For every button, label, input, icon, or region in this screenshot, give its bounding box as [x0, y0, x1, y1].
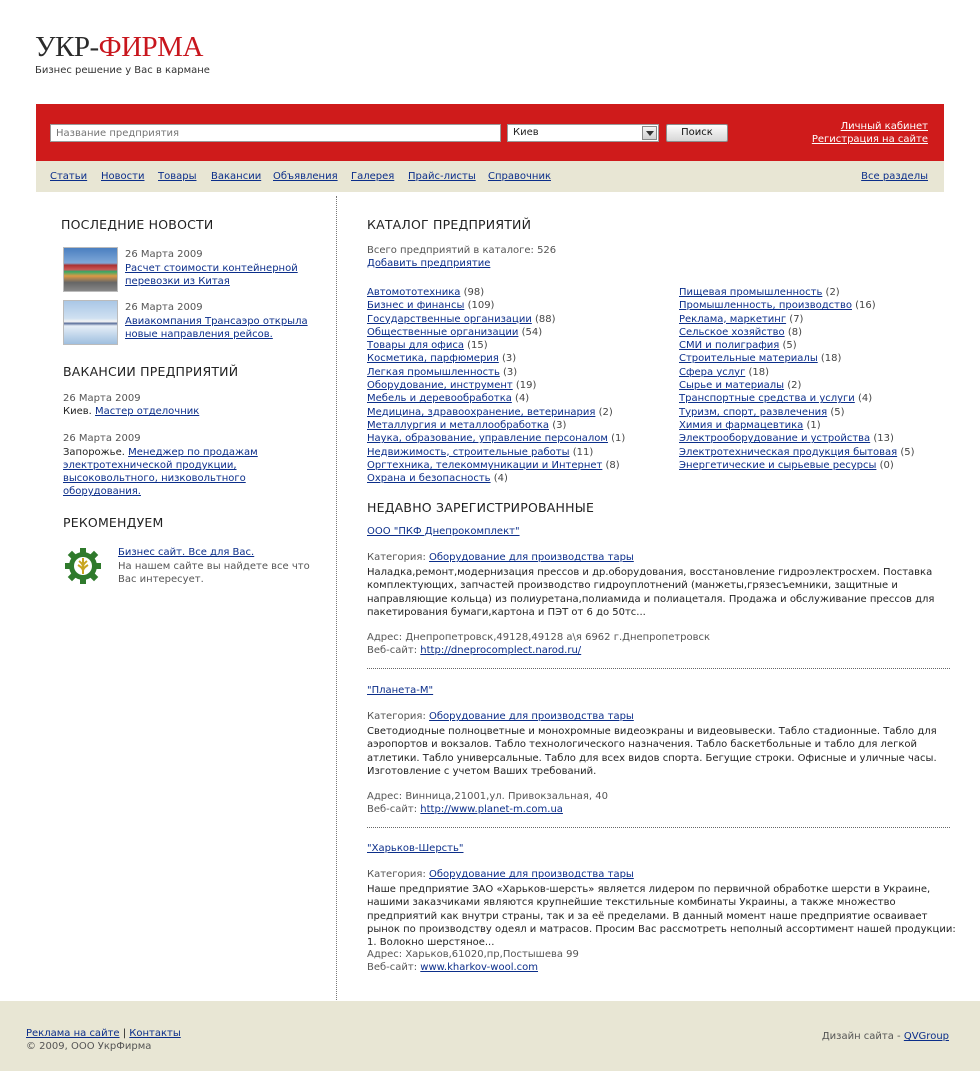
city-select[interactable]: [507, 124, 659, 142]
catalog-category-link[interactable]: Общественные организации: [367, 326, 519, 338]
gear-logo-icon[interactable]: [63, 545, 103, 585]
catalog-category-count: (4): [493, 473, 508, 485]
news-thumbnail-airplane[interactable]: [63, 300, 118, 345]
company-description: Наше предприятие ЗАО «Харьков-шерсть» является лидером по первичной обработке шерсти в Украине, нашими заказчиками являются крупнейшие текстильные комбинаты Украины, а также множество предприятий как внутри страны, так и за её пределами. В данный момент наше предприятие осваивает рынок по производству одеял и матрасов. Просим Вас рассмотреть неполный ассортимент нашей продукции: 1. Волокно шерстяное...: [367, 884, 956, 949]
separator: [367, 827, 950, 828]
recent-heading: НЕДАВНО ЗАРЕГИСТРИРОВАННЫЕ: [367, 500, 595, 515]
catalog-category-count: (4): [515, 393, 530, 405]
city-select-value: Киев: [513, 127, 539, 138]
catalog-category-link[interactable]: Туризм, спорт, развлечения: [679, 406, 828, 418]
website-label: Веб-сайт:: [367, 645, 418, 656]
catalog-category-item: [679, 352, 915, 365]
company-category: [367, 552, 634, 563]
category-label: Категория:: [367, 869, 426, 880]
address-label: Адрес:: [367, 949, 403, 960]
catalog-category-link[interactable]: Оргтехника, телекоммуникации и Интернет: [367, 459, 603, 471]
recommend-heading: РЕКОМЕНДУЕМ: [63, 515, 164, 530]
recommend-text: На нашем сайте вы найдете все что Вас интересует.: [118, 561, 310, 585]
catalog-category-link[interactable]: Реклама, маркетинг: [679, 313, 787, 325]
category-label: Категория:: [367, 711, 426, 722]
catalog-category-count: (2): [598, 406, 613, 418]
news-thumbnail-containers[interactable]: [63, 247, 118, 292]
catalog-category-item: [367, 299, 625, 312]
catalog-category-item: [367, 459, 625, 472]
catalog-category-count: (8): [787, 326, 802, 338]
nav-vacancies[interactable]: Вакансии: [211, 171, 262, 182]
nav-gallery[interactable]: Галерея: [351, 171, 395, 182]
catalog-category-link[interactable]: Химия и фармацевтика: [679, 419, 804, 431]
company-website: [367, 645, 581, 656]
company-name-link[interactable]: ООО "ПКФ Днепрокомплект": [367, 526, 520, 537]
catalog-category-link[interactable]: Государственные организации: [367, 313, 532, 325]
vacancy-link[interactable]: Мастер отделочник: [95, 406, 200, 417]
separator: [367, 668, 950, 669]
company-category: [367, 869, 634, 880]
catalog-category-link[interactable]: Металлургия и металлообработка: [367, 419, 549, 431]
catalog-category-count: (18): [748, 366, 770, 378]
logo-part1: УКР-: [35, 31, 99, 63]
address-value: Винница,21001,ул. Привокзальная, 40: [405, 791, 608, 802]
catalog-category-item: [367, 472, 625, 485]
catalog-category-link[interactable]: СМИ и полиграфия: [679, 340, 780, 352]
company-description: Наладка,ремонт,модернизация прессов и др.оборудования, восстановление гидроэлектросхем. Поставка комплектующих, запчастей производство гидроуплотнений (манжеты,грязесъемники, защитные и направляющие кольца) из полиуретана,полиамида и полиацеталя. Продажа и обслуживание прессов для пакетирования бумаги,картона и ПЭТ от 6 до 50тс...: [367, 567, 935, 618]
footer-copyright: © 2009, ООО УкрФирма: [26, 1041, 152, 1052]
search-button[interactable]: Поиск: [666, 124, 728, 142]
nav-all-sections[interactable]: Все разделы: [861, 171, 928, 182]
website-link[interactable]: http://www.planet-m.com.ua: [420, 804, 563, 815]
catalog-category-link[interactable]: Медицина, здравоохранение, ветеринария: [367, 406, 596, 418]
category-label: Категория:: [367, 552, 426, 563]
catalog-category-link[interactable]: Мебель и деревообработка: [367, 393, 512, 405]
news-link[interactable]: Авиакомпания Трансаэро открыла новые направления рейсов.: [125, 316, 308, 340]
footer-separator: |: [122, 1028, 127, 1039]
site-slogan: Бизнес решение у Вас в кармане: [35, 65, 210, 76]
catalog-category-link[interactable]: Товары для офиса: [367, 340, 464, 352]
catalog-heading: КАТАЛОГ ПРЕДПРИЯТИЙ: [367, 217, 532, 232]
design-label: Дизайн сайта -: [821, 1031, 901, 1042]
account-links: [812, 120, 928, 146]
recommend-link[interactable]: Бизнес сайт. Все для Вас.: [118, 547, 255, 558]
catalog-list-left: [367, 286, 625, 485]
company-name-link[interactable]: "Харьков-Шерсть": [367, 843, 464, 854]
company-search-input[interactable]: [50, 124, 501, 142]
nav-articles[interactable]: Статьи: [50, 171, 88, 182]
catalog-category-link[interactable]: Автомототехника: [367, 287, 461, 298]
catalog-category-count: (5): [900, 446, 915, 458]
catalog-category-count: (1): [806, 419, 821, 431]
catalog-category-link[interactable]: Промышленность, производство: [679, 300, 852, 312]
catalog-category-count: (19): [515, 380, 537, 392]
catalog-category-link[interactable]: Недвижимость, строительные работы: [367, 446, 570, 458]
site-logo[interactable]: [35, 31, 203, 63]
catalog-category-item: [679, 406, 915, 419]
catalog-category-count: (18): [820, 353, 842, 365]
catalog-category-item: [679, 419, 915, 432]
catalog-category-item: [679, 299, 915, 312]
catalog-category-count: (7): [789, 313, 804, 325]
catalog-category-item: [679, 286, 915, 299]
nav-directory[interactable]: Справочник: [488, 171, 551, 182]
company-address: [367, 949, 579, 960]
catalog-category-item: [679, 366, 915, 379]
catalog-category-count: (15): [467, 340, 488, 352]
catalog-category-link[interactable]: Электрооборудование и устройства: [679, 433, 871, 445]
catalog-category-item: [679, 392, 915, 405]
catalog-category-item: [367, 392, 625, 405]
company-website: [367, 962, 538, 973]
category-link[interactable]: Оборудование для производства тары: [429, 869, 634, 880]
website-link[interactable]: www.kharkov-wool.com: [420, 962, 539, 973]
catalog-category-item: [367, 313, 625, 326]
company-address: [367, 791, 608, 802]
nav-goods[interactable]: Товары: [158, 171, 197, 182]
nav-news[interactable]: Новости: [101, 171, 145, 182]
catalog-category-link[interactable]: Косметика, парфюмерия: [367, 353, 499, 365]
address-label: Адрес:: [367, 791, 403, 802]
news-link[interactable]: Расчет стоимости контейнерной перевозки из Китая: [125, 263, 298, 287]
address-value: Харьков,61020,пр,Постышева 99: [405, 949, 579, 960]
catalog-category-count: (3): [503, 366, 518, 378]
footer-contacts-link[interactable]: Контакты: [129, 1028, 181, 1039]
catalog-category-item: [367, 379, 625, 392]
catalog-category-link[interactable]: Легкая промышленность: [367, 366, 500, 378]
catalog-list-right: [679, 286, 915, 472]
catalog-category-item: [367, 419, 625, 432]
category-link[interactable]: Оборудование для производства тары: [429, 711, 634, 722]
footer-links: [26, 1028, 181, 1039]
catalog-category-count: (3): [552, 419, 567, 431]
catalog-category-link[interactable]: Транспортные средства и услуги: [679, 393, 855, 405]
catalog-category-link[interactable]: Энергетические и сырьевые ресурсы: [679, 459, 877, 471]
catalog-category-item: [679, 313, 915, 326]
register-link[interactable]: Регистрация на сайте: [811, 134, 928, 145]
designer-link[interactable]: QVGroup: [903, 1031, 949, 1042]
vacancy-city: Киев.: [63, 406, 92, 417]
catalog-category-count: (88): [535, 313, 556, 325]
address-value: Днепропетровск,49128,49128 а\я 6962 г.Днепропетровск: [405, 632, 711, 643]
vacancy-item: [63, 406, 199, 417]
catalog-category-item: [367, 432, 625, 445]
company-description: Светодиодные полноцветные и монохромные видеоэкраны и видеовывески. Табло стадионные. Табло для аэропортов и вокзалов. Табло технологического назначения. Табло баскетбольные и табло для легкой атлетики. Табло универсальные. Табло для всех видов спорта. Бегущие строки. Офисные и уличные часы. Изготовление с учетом Ваших требований.: [367, 726, 937, 777]
catalog-category-link[interactable]: Бизнес и финансы: [367, 300, 465, 312]
catalog-total: Всего предприятий в каталоге: 526: [367, 245, 557, 256]
catalog-category-item: [679, 379, 915, 392]
nav-ads[interactable]: Объявления: [273, 171, 338, 182]
catalog-category-item: [367, 446, 625, 459]
catalog-category-item: [367, 339, 625, 352]
catalog-category-link[interactable]: Наука, образование, управление персоналом: [367, 433, 608, 445]
catalog-category-item: [367, 326, 625, 339]
logo-part2: ФИРМА: [98, 31, 203, 63]
catalog-category-count: (98): [463, 287, 485, 298]
catalog-category-count: (1): [611, 433, 626, 445]
catalog-category-link[interactable]: Электротехническая продукция бытовая: [679, 446, 898, 458]
footer-design: [822, 1031, 949, 1042]
catalog-category-item: [367, 366, 625, 379]
catalog-category-count: (5): [782, 340, 797, 352]
catalog-category-item: [679, 339, 915, 352]
cabinet-link[interactable]: Личный кабинет: [840, 121, 928, 132]
catalog-category-count: (8): [605, 459, 620, 471]
catalog-category-link[interactable]: Охрана и безопасность: [367, 473, 491, 485]
address-label: Адрес:: [367, 632, 403, 643]
catalog-category-count: (16): [855, 300, 876, 312]
catalog-category-count: (4): [858, 393, 873, 405]
catalog-category-count: (13): [873, 433, 894, 445]
catalog-category-item: [679, 432, 915, 445]
vacancy-date: 26 Марта 2009: [63, 433, 141, 444]
catalog-category-item: [367, 352, 625, 365]
catalog-category-link[interactable]: Сырье и материалы: [679, 380, 785, 392]
catalog-category-link[interactable]: Строительные материалы: [679, 353, 818, 365]
catalog-category-item: [367, 406, 625, 419]
company-name-link[interactable]: "Планета-М": [367, 685, 434, 696]
vacancy-date: 26 Марта 2009: [63, 393, 141, 404]
website-link[interactable]: http://dneprocomplect.narod.ru/: [420, 645, 582, 656]
catalog-category-count: (2): [787, 380, 802, 392]
catalog-category-link[interactable]: Пищевая промышленность: [679, 287, 823, 298]
catalog-category-item: [679, 326, 915, 339]
catalog-category-item: [679, 459, 915, 472]
nav-pricelists[interactable]: Прайс-листы: [408, 171, 476, 182]
catalog-category-link[interactable]: Оборудование, инструмент: [367, 380, 513, 392]
vacancy-item: [63, 446, 273, 498]
footer-ads-link[interactable]: Реклама на сайте: [26, 1028, 120, 1039]
catalog-category-item: [367, 286, 625, 299]
catalog-category-count: (11): [572, 446, 594, 458]
company-address: [367, 632, 710, 643]
catalog-category-count: (109): [467, 300, 495, 312]
vacancies-heading: ВАКАНСИИ ПРЕДПРИЯТИЙ: [63, 364, 239, 379]
chevron-down-icon[interactable]: [642, 126, 657, 140]
catalog-category-count: (0): [879, 459, 894, 471]
catalog-category-count: (2): [825, 287, 840, 298]
category-link[interactable]: Оборудование для производства тары: [429, 552, 634, 563]
news-date: 26 Марта 2009: [125, 302, 203, 313]
news-heading: ПОСЛЕДНИЕ НОВОСТИ: [61, 217, 214, 232]
column-divider: [336, 196, 337, 1000]
news-date: 26 Марта 2009: [125, 249, 203, 260]
catalog-category-item: [679, 446, 915, 459]
catalog-category-count: (3): [502, 353, 517, 365]
website-label: Веб-сайт:: [367, 804, 418, 815]
vacancy-link[interactable]: Менеджер по продажам электротехнической продукции, высоковольтного, низковольтного оборудования.: [63, 447, 258, 497]
catalog-category-count: (54): [521, 326, 543, 338]
catalog-category-link[interactable]: Сфера услуг: [679, 366, 746, 378]
vacancy-city: Запорожье.: [63, 447, 125, 458]
company-website: [367, 804, 563, 815]
add-company-link[interactable]: Добавить предприятие: [367, 258, 491, 269]
catalog-category-count: (5): [830, 406, 845, 418]
company-category: [367, 711, 634, 722]
website-label: Веб-сайт:: [367, 962, 418, 973]
catalog-category-link[interactable]: Сельское хозяйство: [679, 326, 785, 338]
